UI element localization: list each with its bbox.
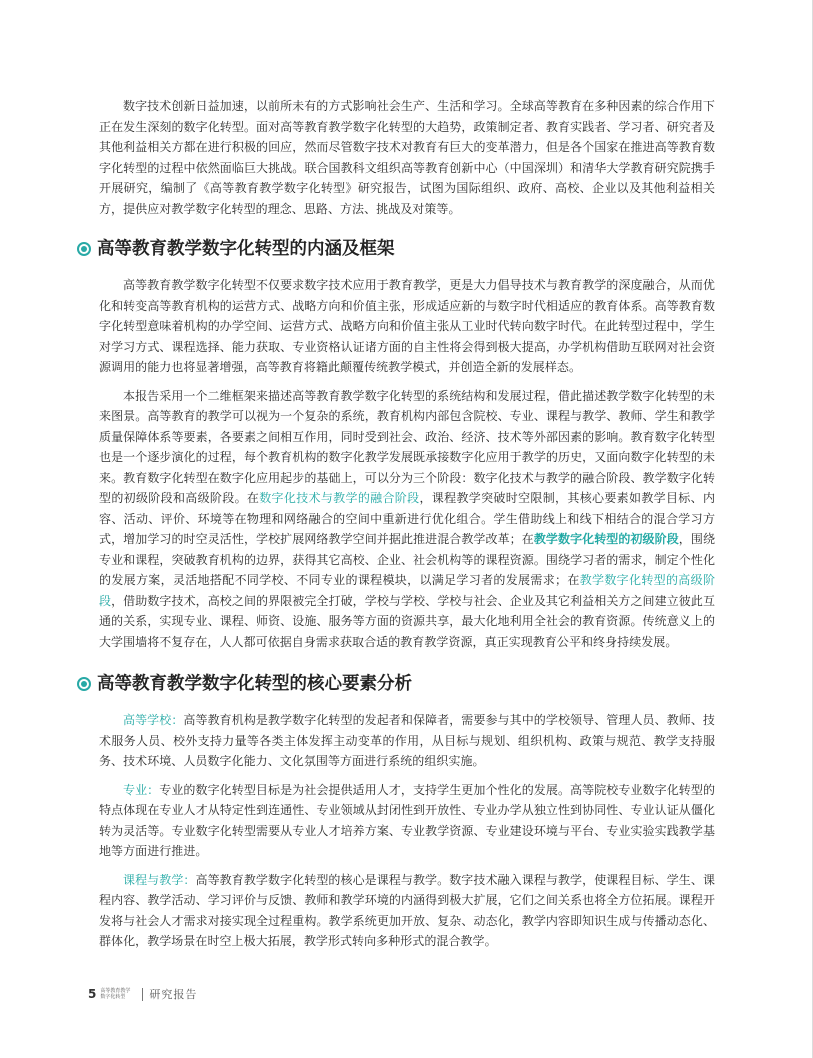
element-text: 高等教育教学数字化转型的核心是课程与教学。数字技术融入课程与教学，使课程目标、学生、课程内容、教学活动、学习评价与反馈、教师和教学环境的内涵得到极大扩展，它们之间关系也将全方位拓展。课程开发将与社会人才需求对接实现全过程重构。教学系统更加开放、复杂、动态化，教学内容即知识生成与传播动态化、群体化，教学场景在时空上极大拓展，教学形式转向多种形式的混合教学。 bbox=[99, 872, 715, 948]
paragraph-text: ，借助数字技术，高校之间的界限被完全打破，学校与学校、学校与社会、企业及其它利益相关方之间建立彼此互通的关系，实现专业、课程、师资、设施、服务等方面的资源共享，最大化地利用全社会的教育资源。传统意义上的大学围墙将不复存在，人人都可依据自身需求获取合适的教育教学资源，真正实现教育公平和终身持续发展。 bbox=[99, 593, 715, 649]
section-heading-text: 高等教育教学数字化转型的核心要素分析 bbox=[97, 674, 412, 694]
double-circle-icon bbox=[77, 242, 91, 256]
footer-divider bbox=[142, 988, 143, 1001]
element-paragraph-course bbox=[99, 870, 715, 952]
section-heading-core-elements bbox=[77, 670, 715, 698]
paragraph-text: 本报告采用一个二维框架来描述高等教育教学数字化转型的系统结构和发展过程，借此描述教学数字化转型的未来图景。高等教育的教学可以视为一个复杂的系统，教育机构内部包含院校、专业、课程与教学、教师、学生和教学质量保障体系等要素，各要素之间相互作用，同时受到社会、政治、经济、技术等外部因素的影响。教育数字化转型也是一个逐步演化的过程，每个教育机构的数字化教学发展既承接数字化应用于教学的历史，又面向数字化转型的未来。教育数字化转型在数字化应用起步的基础上，可以分为三个阶段：数字化技术与教学的融合阶段、教学数字化转型的初级阶段和高级阶段。在 bbox=[99, 388, 715, 505]
element-paragraph-university bbox=[99, 710, 715, 772]
element-label-course: 课程与教学： bbox=[123, 872, 196, 887]
element-paragraph-major bbox=[99, 780, 715, 862]
highlight-stage-fusion: 数字化技术与教学的融合阶段 bbox=[259, 491, 420, 505]
element-text: 专业的数字化转型目标是为社会提供适用人才，支持学生更加个性化的发展。高等院校专业数字化转型的特点体现在专业人才从特定性到连通性、专业领域从封闭性到开放性、专业办学从独立性到协同性、专业认证从僵化转为灵活等。专业数字化转型需要从专业人才培养方案、专业教学资源、专业建设环境与平台、专业实验实践教学基地等方面进行推进。 bbox=[99, 782, 715, 858]
highlight-stage-advanced: 教学数字化转型的高级阶段 bbox=[99, 573, 715, 608]
page-footer bbox=[88, 986, 197, 1002]
intro-paragraph: 数字技术创新日益加速，以前所未有的方式影响社会生产、生活和学习。全球高等教育在多种因素的综合作用下正在发生深刻的数字化转型。面对高等教育教学数字化转型的大趋势，政策制定者、教育实践者、学习者、研究者及其他利益相关方都在进行积极的回应，然而尽管数字技术对教育有巨大的变革潜力，但是各个国家在推进高等教育数字化转型的过程中依然面临巨大挑战。联合国教科文组织高等教育创新中心（中国深圳）和清华大学教育研究院携手开展研究，编制了《高等教育教学数字化转型》研究报告，试图为国际组织、政府、高校、企业以及其他利益相关方，提供应对教学数字化转型的理念、思路、方法、挑战及对策等。 bbox=[99, 99, 715, 216]
element-text: 高等教育机构是教学数字化转型的发起者和保障者，需要参与其中的学校领导、管理人员、教师、技术服务人员、校外支持力量等各类主体发挥主动变革的作用，从目标与规划、组织机构、政策与规范、教学支持服务、技术环境、人员数字化能力、文化氛围等方面进行系统的组织实施。 bbox=[99, 713, 715, 768]
paragraph-text: ，课程教学突破时空限制，其核心要素如教学目标、内容、活动、评价、环境等在物理和网络融合的空间中重新进行优化组合。学生借助线上和线下相结合的混合学习方式，增加学习的时空灵活性，学校扩展网络教学空间并据此推进混合教学改革；在 bbox=[99, 491, 716, 546]
footer-brand-line2: 数字化转型 bbox=[100, 994, 126, 1000]
double-circle-icon bbox=[77, 677, 91, 691]
element-label-major: 专业： bbox=[123, 782, 160, 797]
framework-paragraph-1: 高等教育教学数字化转型不仅要求数字技术应用于教育教学，更是大力倡导技术与教育教学的深度融合，从而优化和转变高等教育机构的运营方式、战略方向和价值主张，形成适应新的与数字时代相适应的教育体系。高等教育数字化转型意味着机构的办学空间、运营方式、战略方向和价值主张从工业时代转向数字时代。在此转型过程中，学生对学习方式、课程选择、能力获取、专业资格认证诸方面的自主性将会得到极大提高，办学机构借助互联网对社会资源调用的能力也将显著增强，高等教育将籍此颠覆传统教学模式，并创造全新的发展样态。 bbox=[99, 278, 715, 374]
element-label-university: 高等学校： bbox=[123, 713, 184, 727]
page-number: 5 bbox=[88, 987, 97, 1001]
paragraph-text: ，围绕专业和课程，突破教育机构的边界，获得其它高校、企业、社会机构等的课程资源。围绕学习者的需求，制定个性化的发展方案，灵活地搭配不同学校、不同专业的课程模块，以满足学习者的发展需求；在 bbox=[99, 532, 715, 587]
highlight-stage-primary: 教学数字化转型的初级阶段 bbox=[533, 532, 679, 546]
main-content bbox=[99, 96, 715, 960]
framework-paragraph-2 bbox=[99, 386, 715, 653]
footer-brand-line1: 高等教育教学 bbox=[100, 988, 131, 994]
footer-brand bbox=[100, 988, 136, 1000]
footer-report-label: 研究报告 bbox=[149, 988, 198, 1001]
section-heading-framework bbox=[77, 235, 715, 263]
section-heading-text: 高等教育教学数字化转型的内涵及框架 bbox=[97, 239, 395, 259]
